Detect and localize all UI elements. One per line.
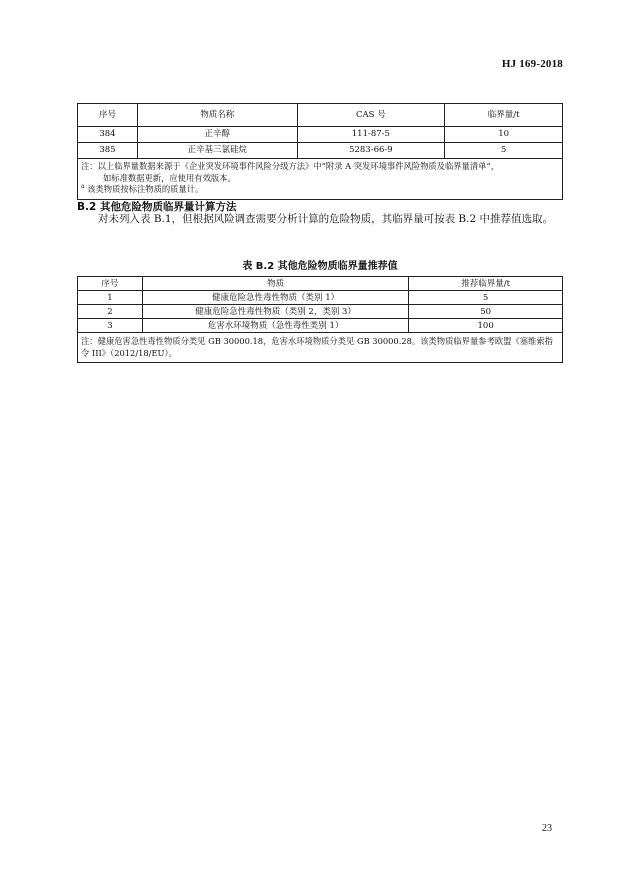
table-row [78, 291, 563, 305]
column-header-index: 序号 [78, 104, 138, 127]
table-note-row [78, 333, 563, 363]
column-header-index: 序号 [78, 277, 143, 291]
cell-substance: 危害水环境物质（急性毒性类别 1） [142, 319, 408, 333]
cell-index: 1 [78, 291, 143, 305]
table-header-row [78, 104, 563, 127]
table-caption: 表 B.2 其他危险物质临界量推荐值 [242, 261, 398, 272]
section-heading: B.2 其他危险物质临界量计算方法 [77, 201, 237, 213]
footnote-text: 该类物质按标注物质的质量计。 [84, 184, 204, 194]
cell-index: 2 [78, 305, 143, 319]
cell-substance: 健康危险急性毒性物质（类别 2，类别 3） [142, 305, 408, 319]
footnote-marker: a [81, 183, 85, 190]
cell-threshold: 5 [409, 291, 563, 305]
table-row [78, 143, 563, 159]
table-row [78, 305, 563, 319]
column-header-threshold: 推荐临界量/t [409, 277, 563, 291]
page-number: 23 [542, 823, 552, 834]
cell-index: 384 [78, 127, 138, 143]
table-header-row [78, 277, 563, 291]
cell-threshold: 10 [445, 127, 563, 143]
table-row [78, 127, 563, 143]
recommended-threshold-table [77, 276, 563, 363]
note-line-3 [81, 184, 558, 196]
substance-threshold-table [77, 103, 563, 200]
table-row [78, 319, 563, 333]
column-header-cas: CAS 号 [297, 104, 445, 127]
column-header-name: 物质名称 [137, 104, 297, 127]
table-note-row [78, 159, 563, 200]
cell-threshold: 5 [445, 143, 563, 159]
cell-cas: 5283-66-9 [297, 143, 445, 159]
note-line-2: 如标准数据更新，应使用有效版本。 [103, 172, 236, 183]
standard-code: HJ 169-2018 [501, 58, 563, 70]
column-header-substance: 物质 [142, 277, 408, 291]
body-paragraph: 对未列入表 B.1，但根据风险调查需要分析计算的危险物质，其临界量可按表 B.2 中推荐值选取。 [98, 213, 553, 225]
cell-substance: 健康危险急性毒性物质（类别 1） [142, 291, 408, 305]
table-note [78, 159, 563, 200]
cell-index: 3 [78, 319, 143, 333]
cell-cas: 111-87-5 [297, 127, 445, 143]
cell-threshold: 100 [409, 319, 563, 333]
cell-name: 正辛基三氯硅烷 [137, 143, 297, 159]
table-note: 注：健康危害急性毒性物质分类见 GB 30000.18，危害水环境物质分类见 GB 30000.28。该类物质临界量参考欧盟《塞维索指令 III》（2012/18/EU）。 [78, 333, 563, 363]
note-line-1: 注：以上临界量数据来源于《企业突发环境事件风险分级方法》中“附录 A 突发环境事件风险物质及临界量清单”， [81, 161, 500, 171]
cell-index: 385 [78, 143, 138, 159]
column-header-threshold: 临界量/t [445, 104, 563, 127]
cell-threshold: 50 [409, 305, 563, 319]
cell-name: 正辛醇 [137, 127, 297, 143]
